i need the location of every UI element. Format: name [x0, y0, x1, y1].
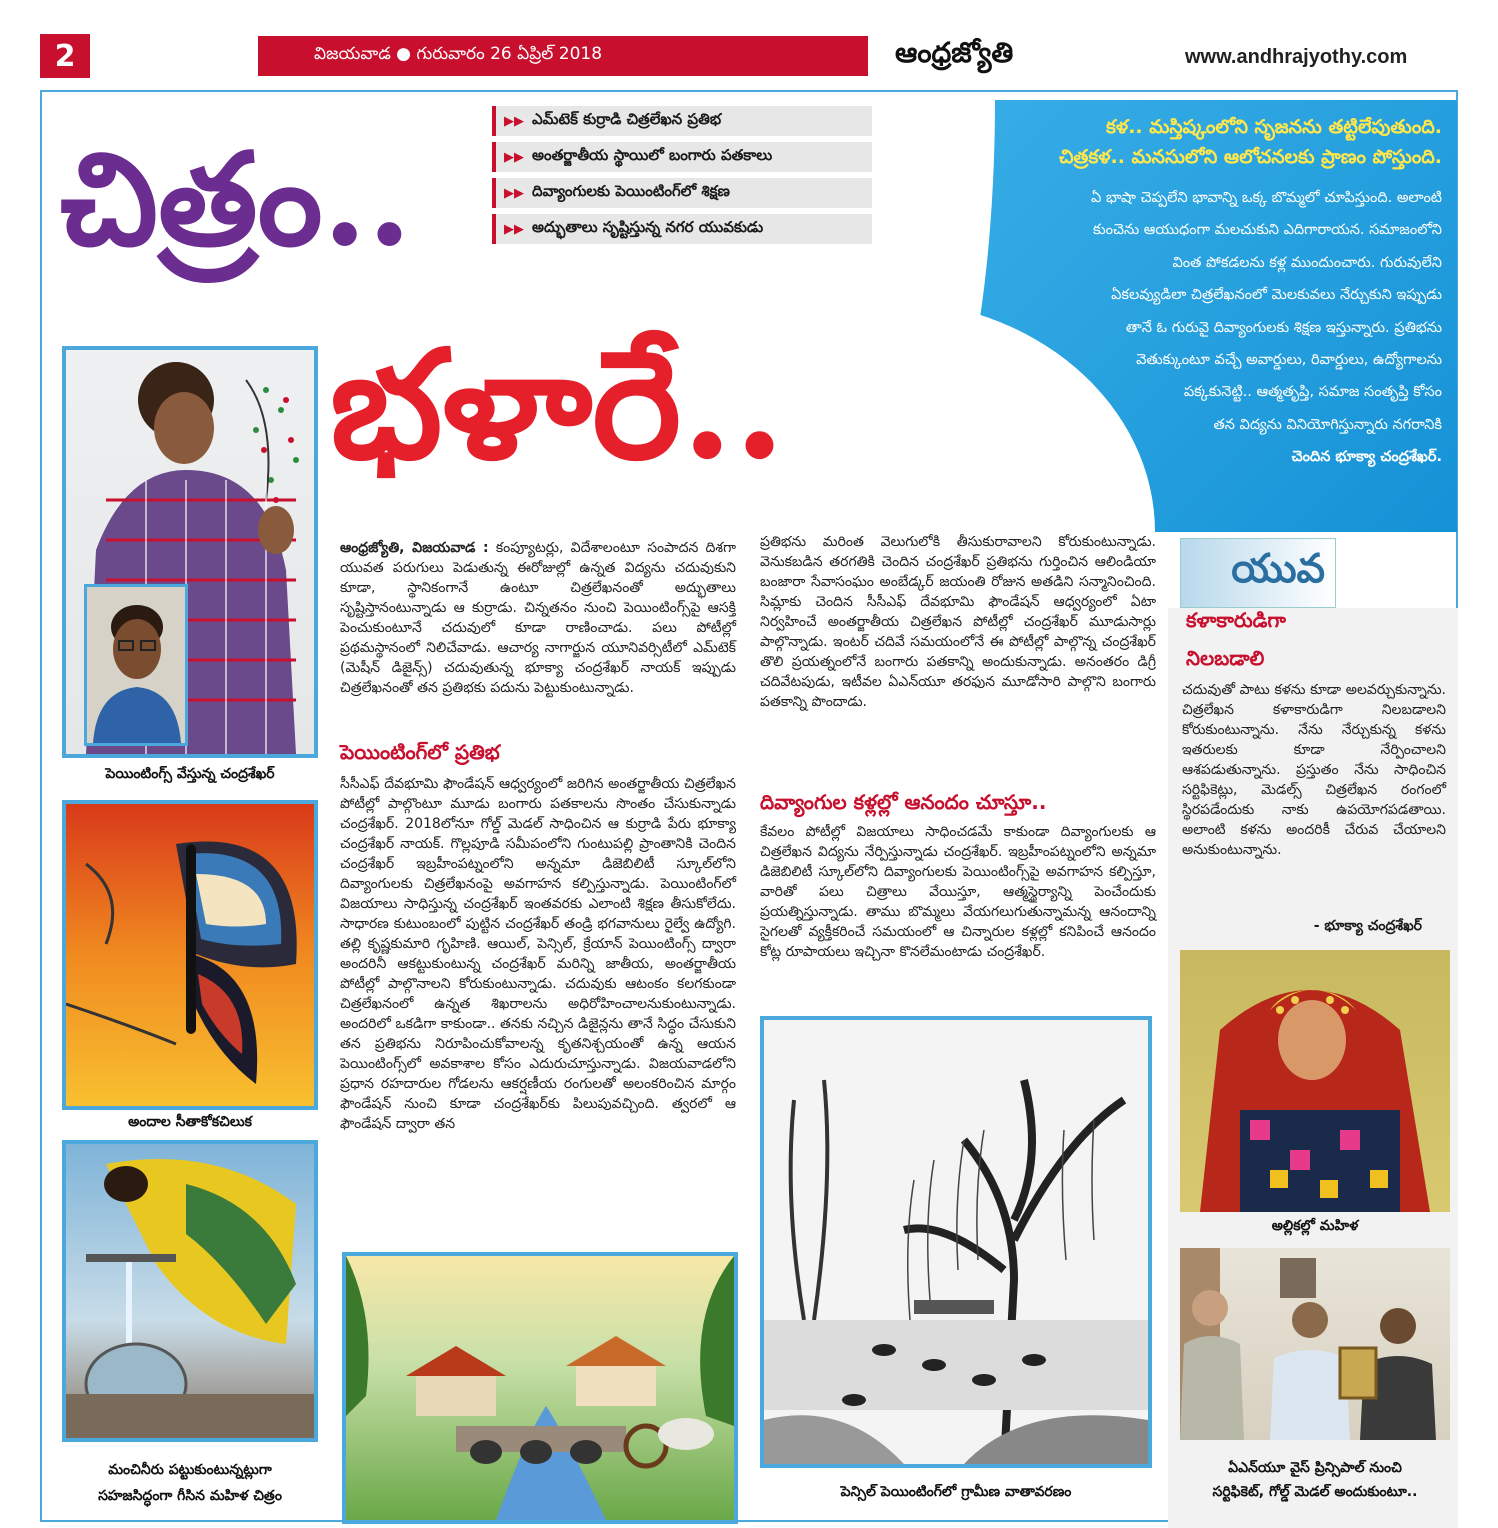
- highlights-list: [492, 106, 872, 250]
- photo-award-ceremony: [1180, 1248, 1450, 1440]
- intro-line: వింత పోకడలను కళ్ల ముందుంచారు. గురువులేని: [1172, 254, 1442, 271]
- caption-pencil-sketch: పెన్సిల్ పెయింటింగ్‌లో గ్రామీణ వాతావరణం: [840, 1484, 1072, 1500]
- double-chevron-icon: ▶▶: [504, 149, 524, 165]
- butterfly-illustration: [66, 804, 314, 1106]
- caption-photo-woman-line1: మంచినీరు పట్టుకుంటున్నట్లుగా: [108, 1462, 272, 1478]
- dateline: విజయవాడ ● గురువారం 26 ఏప్రిల్ 2018: [258, 36, 868, 76]
- photo-pencil-sketch: [760, 1016, 1152, 1468]
- masthead-logo: ఆంధ్రజ్యోతి: [895, 36, 1014, 69]
- website-url[interactable]: www.andhrajyothy.com: [1185, 45, 1408, 68]
- caption-photo-butterfly: అందాల సీతాకోకచిలుక: [128, 1114, 252, 1130]
- sidebar-signature: - భూక్యా చంద్రశేఖర్: [1313, 918, 1422, 934]
- double-chevron-icon: ▶▶: [504, 185, 524, 201]
- photo-butterfly-painting: [62, 800, 318, 1110]
- weaving-woman-illustration: [1180, 950, 1450, 1212]
- caption-award-line2: సర్టిఫికెట్, గోల్డ్ మెడల్ అందుకుంటూ..: [1212, 1484, 1418, 1500]
- article-para-2: సీసీఎఫ్ దేవభూమి ఫౌండేషన్ ఆధ్వర్యంలో జరిగిన అంతర్జాతీయ చిత్రలేఖన పోటీల్లో పాల్గొంటూ మూడు బంగారు పతకాలను సొంతం చేసుకున్నాడు చంద్రశేఖర్. 2018లోనూ గోల్డ్ మెడల్ సాధించిన ఆ కుర్రాడి పేరు భూక్యా చంద్రశేఖర్ నాయక్. గొల్లపూడి సమీపంలోని గుంటుపల్లి ప్రాంతానికి చెందిన చంద్రశేఖర్ ఇబ్రహీంపట్నంలోని అన్నమా డిజెబిలిటీ స్కూల్‌లోని దివ్యాంగులకు చిత్రలేఖనంపై అవగాహన కల్పిస్తున్నాడు. పెయింటింగ్‌లో విజయాలు సాధిస్తున్న చంద్రశేఖర్ ఇంతవరకు ఎలాంటి శిక్షణ తీసుకోలేదు. సాధారణ కుటుంబంలో పుట్టిన చంద్రశేఖర్ తండ్రి భగవానులు రైల్వే ఉద్యోగి. తల్లి కృష్ణకుమారి గృహిణి. ఆయిల్, పెన్సిల్, క్రేయాన్ పెయింటింగ్స్ ద్వారా అందరినీ ఆకట్టుకుంటున్న చంద్రశేఖర్ మరిన్ని జాతీయ, అంతర్జాతీయ పోటీల్లో పాల్గొనాలని కోరుకుంటున్నాడు. చదువుకు ఆటంకం కలగకుండా చిత్రలేఖనంలో ఉన్నత శిఖరాలను అధిరోహించాలనుకుంటున్నాడు. అందరిలో ఒకడిగా కాకుండా.. తనకు నచ్చిన డిజైన్లను తానే సిద్ధం చేసుకుని తన ప్రతిభను నిరూపించుకోవాలన్న కృతనిశ్చయంతో ఉన్న ఆయన పెయింటింగ్స్‌లో అవకాశాల కోసం ఎదురుచూస్తున్నాడు. విజయవాడలోని ప్రధాన రహదారుల గోడలను ఆకర్షణీయ రంగులతో అలంకరించిన మార్గం ఫౌండేషన్ నుంచి కూడా చంద్రశేఖర్‌కు పిలుపువచ్చింది. త్వరలో ఆ ఫౌండేషన్ ద్వారా తన: [340, 776, 736, 1132]
- page-number: 2: [40, 34, 90, 78]
- caption-award-line1: ఏఎన్‌యూ వైస్ ప్రిన్సిపాల్ నుంచి: [1228, 1460, 1402, 1476]
- award-ceremony-illustration: [1180, 1248, 1450, 1440]
- highlight-item: ▶▶ అద్భుతాలు సృష్టిస్తున్న నగర యువకుడు: [492, 214, 872, 244]
- intro-line: కుంచెను ఆయుధంగా మలచుకుని ఎదిగారాయన. సమాజంలోని: [1093, 222, 1442, 239]
- sidebar-heading-line1: కళాకారుడిగా: [1186, 608, 1286, 632]
- article-para-4: కేవలం పోటీల్లో విజయాలు సాధించడమే కాకుండా దివ్యాంగులకు ఆ చిత్రలేఖన విద్యను నేర్పిస్తున్నాడు చంద్రశేఖర్. ఇబ్రహీంపట్నంలోని అన్నమా డిజెబిలిటీ స్కూల్‌లోని దివ్యాంగులకు పెయింటింగ్స్‌పై అవగాహన కల్పిస్తూ, వారితో పలు చిత్రాలు వేయిస్తూ, ఆత్మస్థైర్యాన్ని పెంచేందుకు ప్రయత్నిస్తున్నాడు. తాము బొమ్మలు వేయగలుగుతున్నామన్న ఆనందాన్ని సైగలతో వ్యక్తీకరించే సమయంలో ఆ చిన్నారుల కళ్లల్లో కనిపించే ఆనందం కోట్ల రూపాయలు ఇచ్చినా కొనలేమంటాడు చంద్రశేఖర్.: [760, 824, 1156, 960]
- article-para-1: కంప్యూటర్లు, విదేశాలంటూ సంపాదన దిశగా యువత పరుగులు పెడుతున్న ఈరోజుల్లో ఉన్నత విద్యను చదువుకుని కూడా, స్థానికంగానే ఉంటూ చిత్రలేఖనంతో అద్భుతాలు సృష్టిస్తానంటున్నాడు ఆ కుర్రాడు. చిన్నతనం నుంచి పెయింటింగ్స్‌పై ఆసక్తి పెంచుకుంటూనే చదువులో కూడా రాణించాడు. పలు పోటీల్లో ప్రథమస్థానంలో నిలిచేవాడు. ఆచార్య నాగార్జున యూనివర్సిటీలో ఎమ్‌టెక్ (మెషీన్ డిజైన్స్) చదువుతున్న భూక్యా చంద్రశేఖర్ నాయక్ ఇప్పుడు చిత్రలేఖనంతో తన ప్రతిభకు పదును పెట్టుకుంటున్నాడు.: [340, 540, 736, 696]
- intro-line: ఏ భాషా చెప్పలేని భావాన్ని ఒక్క బొమ్మలో చూపిస్తుంది. అలాంటి: [1091, 190, 1442, 206]
- subheading-talent: పెయింటింగ్‌లో ప్రతిభ: [340, 740, 500, 764]
- intro-line: వెతుక్కుంటూ వచ్చే అవార్డులు, రివార్డులు, ఉద్యోగాలను: [1136, 352, 1442, 369]
- intro-line: ఏకలవ్యుడిలా చిత్రలేఖనంలో మెలకువలు నేర్చుకుని ఇప్పుడు: [1111, 287, 1442, 304]
- photo-woman-water-painting: [62, 1140, 318, 1442]
- photo-weaving-woman-painting: [1180, 950, 1450, 1212]
- intro-quote-1: కళ.. మస్తిష్కంలోని సృజనను తట్టిలేపుతుంది.: [1106, 116, 1442, 138]
- intro-line: తన విద్యను వినియోగిస్తున్నారు నగరానికి: [1213, 416, 1442, 433]
- highlight-item: ▶▶ ఎమ్‌టెక్ కుర్రాడి చిత్రలేఖన ప్రతిభ: [492, 106, 872, 136]
- article-para-3: ప్రతిభను మరింత వెలుగులోకి తీసుకురావాలని కోరుకుంటున్నాడు. వెనుకబడిన తరగతికి చెందిన చంద్రశేఖర్ ప్రతిభను గుర్తించిన ఆలిండియా బంజారా సేవాసంఘం అంబేడ్కర్ జయంతి రోజున అతడిని సన్మానించింది. సిమ్లాకు చెందిన సీసీఎఫ్ దేవభూమి ఫౌండేషన్ ఆధ్వర్యంలో ఏటా నిర్వహించే అంతర్జాతీయ చిత్రలేఖన పోటీల్లో చంద్రశేఖర్ మూడుసార్లు పాల్గొన్నాడు. ఇంటర్ చదివే సమయంలోనే ఈ పోటీల్లో పాల్గొన్న చంద్రశేఖర్ తొలి ప్రయత్నంలోనే బంగారు పతకాన్ని అందుకున్నాడు. అనంతరం డిగ్రీ చదివేటపుడు, ఇటీవల ఏఎన్‌యూ తరఫున మూడోసారి పాల్గొని బంగారు పతకాన్ని పొందాడు.: [760, 534, 1156, 710]
- village-illustration: [346, 1256, 734, 1520]
- pencil-sketch-illustration: [764, 1020, 1148, 1464]
- caption-photo-artist: పెయింటింగ్స్ వేస్తున్న చంద్రశేఖర్: [105, 766, 275, 782]
- article-lead: ఆంధ్రజ్యోతి, విజయవాడ :: [340, 540, 489, 556]
- double-chevron-icon: ▶▶: [504, 113, 524, 129]
- woman-illustration: [66, 1144, 314, 1438]
- subheading-joy: దివ్యాంగుల కళ్లల్లో ఆనందం చూస్తూ..: [760, 790, 1047, 814]
- intro-line: తానే ఓ గురువై దివ్యాంగులకు శిక్షణ ఇస్తున్నారు. ప్రతిభను: [1125, 319, 1442, 336]
- intro-line: పక్కకునెట్టి.. ఆత్మతృప్తి, సమాజ సంతృప్తి కోసం: [1183, 384, 1442, 401]
- section-tag-yuva: యువ: [1180, 538, 1336, 608]
- highlight-item: ▶▶ దివ్యాంగులకు పెయింటింగ్‌లో శిక్షణ: [492, 178, 872, 208]
- photo-village-painting: [342, 1252, 738, 1524]
- portrait-illustration: [87, 587, 185, 743]
- intro-line: చెందిన భూక్యా చంద్రశేఖర్.: [1291, 449, 1442, 466]
- headline-line-1: చిత్రం..: [60, 125, 412, 275]
- highlight-item: ▶▶ అంతర్జాతీయ స్థాయిలో బంగారు పతకాలు: [492, 142, 872, 172]
- double-chevron-icon: ▶▶: [504, 221, 524, 237]
- caption-weaving-woman: అల్లికల్లో మహిళ: [1271, 1218, 1359, 1234]
- article-column-1: [340, 538, 736, 728]
- intro-text: [930, 112, 1442, 524]
- sidebar-heading-line2: నిలబడాలి: [1186, 646, 1265, 670]
- caption-photo-woman-line2: సహజసిద్ధంగా గీసిన మహిళ చిత్రం: [98, 1488, 282, 1504]
- headline-line-2: భళారే..: [330, 317, 786, 493]
- photo-artist-portrait: [84, 584, 188, 746]
- sidebar-text: చదువుతో పాటు కళను కూడా అలవర్చుకున్నాను. చిత్రలేఖన కళాకారుడిగా నిలబడాలని కోరుకుంటున్నాను. నేను నేర్చుకున్న కళను ఇతరులకు కూడా నేర్పించాలని ఆశపడుతున్నాను. ప్రస్తుతం నేను సాధించిన సర్టిఫికెట్లు, మెడల్స్ చిత్రలేఖన రంగంలో స్థిరపడేందుకు నాకు ఉపయోగపడతాయి. అలాంటి కళను అందరికీ చేరువ చేయాలని అనుకుంటున్నాను.: [1182, 682, 1446, 858]
- intro-quote-2: చిత్రకళ.. మనసులోని ఆలోచనలకు ప్రాణం పోస్తుంది.: [1058, 146, 1442, 168]
